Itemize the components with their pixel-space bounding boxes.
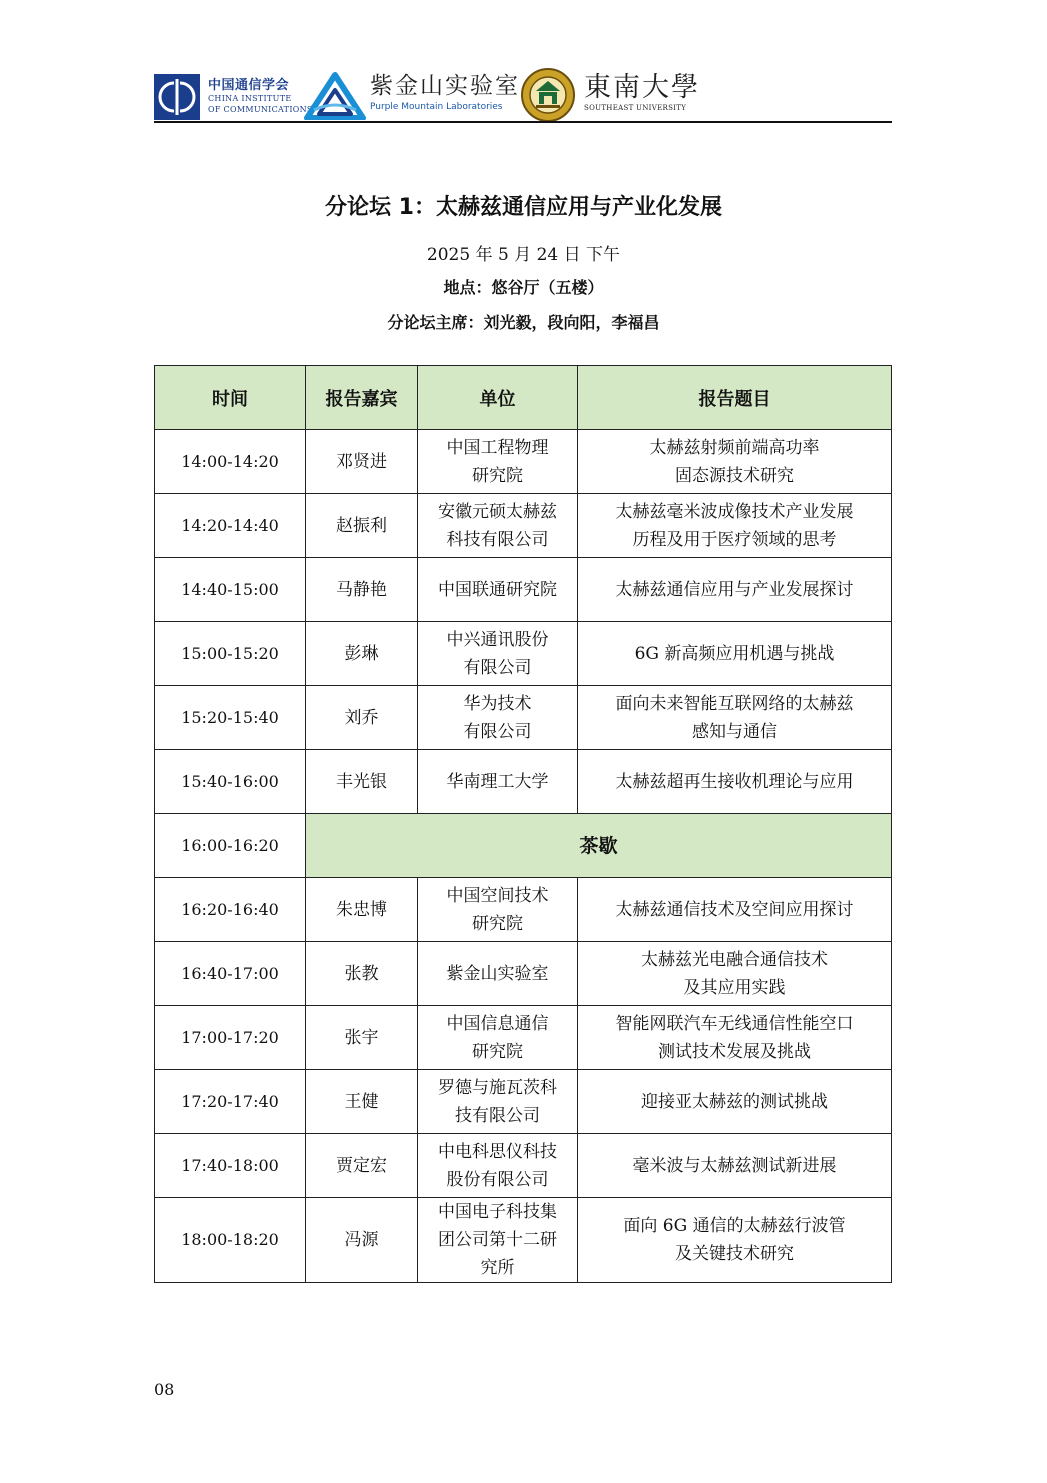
header-topic: 报告题目 xyxy=(578,366,892,430)
row-organization: 安徽元硕太赫兹 科技有限公司 xyxy=(418,494,578,558)
schedule-table xyxy=(154,365,892,1283)
cic-logo-icon xyxy=(154,74,200,120)
break-time: 16:00-16:20 xyxy=(155,814,306,878)
row-time: 17:40-18:00 xyxy=(155,1134,306,1198)
table-row xyxy=(155,750,892,814)
table-row xyxy=(155,558,892,622)
forum-title: 分论坛 1：太赫兹通信应用与产业化发展 xyxy=(325,195,722,220)
table-header-row xyxy=(155,366,892,430)
table-row xyxy=(155,1070,892,1134)
row-topic: 智能网联汽车无线通信性能空口 测试技术发展及挑战 xyxy=(578,1006,892,1070)
row-topic: 6G 新高频应用机遇与挑战 xyxy=(578,622,892,686)
seu-name-block xyxy=(584,72,700,112)
row-organization: 中国空间技术 研究院 xyxy=(418,878,578,942)
row-organization: 中国工程物理 研究院 xyxy=(418,430,578,494)
row-speaker: 丰光银 xyxy=(306,750,418,814)
pml-name-cn: 紫金山实验室 xyxy=(370,73,520,99)
row-speaker: 赵振利 xyxy=(306,494,418,558)
table-row xyxy=(155,686,892,750)
row-topic: 面向 6G 通信的太赫兹行波管 及关键技术研究 xyxy=(578,1198,892,1283)
forum-venue: 地点：悠谷厅（五楼） xyxy=(443,278,604,297)
pml-name-en: Purple Mountain Laboratories xyxy=(370,102,503,112)
row-time: 15:20-15:40 xyxy=(155,686,306,750)
row-speaker: 朱忠博 xyxy=(306,878,418,942)
row-organization: 紫金山实验室 xyxy=(418,942,578,1006)
row-topic: 太赫兹通信应用与产业发展探讨 xyxy=(578,558,892,622)
row-topic: 太赫兹射频前端高功率 固态源技术研究 xyxy=(578,430,892,494)
row-organization: 华为技术 有限公司 xyxy=(418,686,578,750)
forum-date: 2025 年 5 月 24 日 下午 xyxy=(426,245,621,265)
seu-name-en: SOUTHEAST UNIVERSITY xyxy=(584,104,687,112)
table-row xyxy=(155,494,892,558)
cic-name-cn: 中国通信学会 xyxy=(208,78,290,93)
row-speaker: 王健 xyxy=(306,1070,418,1134)
header-speaker: 报告嘉宾 xyxy=(306,366,418,430)
row-topic: 太赫兹光电融合通信技术 及其应用实践 xyxy=(578,942,892,1006)
row-topic: 太赫兹通信技术及空间应用探讨 xyxy=(578,878,892,942)
row-time: 16:40-17:00 xyxy=(155,942,306,1006)
pml-name-block xyxy=(370,72,520,112)
table-row xyxy=(155,878,892,942)
page-number: 08 xyxy=(154,1380,175,1399)
row-organization: 中电科思仪科技 股份有限公司 xyxy=(418,1134,578,1198)
cic-name-en-line1: CHINA INSTITUTE xyxy=(208,94,292,103)
row-speaker: 冯源 xyxy=(306,1198,418,1283)
table-row xyxy=(155,942,892,1006)
row-topic: 迎接亚太赫兹的测试挑战 xyxy=(578,1070,892,1134)
seu-name-cn: 東南大學 xyxy=(584,72,700,103)
row-organization: 中国电子科技集 团公司第十二研 究所 xyxy=(418,1198,578,1283)
row-organization: 中国信息通信 研究院 xyxy=(418,1006,578,1070)
row-organization: 中兴通讯股份 有限公司 xyxy=(418,622,578,686)
cic-name-en-line2: OF COMMUNICATIONS xyxy=(208,105,313,114)
table-row xyxy=(155,622,892,686)
row-speaker: 马静艳 xyxy=(306,558,418,622)
pml-triangle-logo-icon xyxy=(304,72,366,120)
row-organization: 罗德与施瓦茨科 技有限公司 xyxy=(418,1070,578,1134)
row-speaker: 邓贤进 xyxy=(306,430,418,494)
row-time: 17:00-17:20 xyxy=(155,1006,306,1070)
row-time: 15:40-16:00 xyxy=(155,750,306,814)
row-speaker: 张教 xyxy=(306,942,418,1006)
row-topic: 太赫兹毫米波成像技术产业发展 历程及用于医疗领域的思考 xyxy=(578,494,892,558)
row-time: 14:00-14:20 xyxy=(155,430,306,494)
row-topic: 毫米波与太赫兹测试新进展 xyxy=(578,1134,892,1198)
row-time: 16:20-16:40 xyxy=(155,878,306,942)
row-speaker: 贾定宏 xyxy=(306,1134,418,1198)
table-row xyxy=(155,1134,892,1198)
forum-chairs: 分论坛主席：刘光毅，段向阳，李福昌 xyxy=(387,313,660,332)
header-divider xyxy=(154,121,892,123)
row-time: 15:00-15:20 xyxy=(155,622,306,686)
row-organization: 中国联通研究院 xyxy=(418,558,578,622)
seu-seal-icon xyxy=(520,67,576,123)
table-row xyxy=(155,1198,892,1283)
table-row xyxy=(155,1006,892,1070)
row-speaker: 刘乔 xyxy=(306,686,418,750)
row-speaker: 张宇 xyxy=(306,1006,418,1070)
row-time: 17:20-17:40 xyxy=(155,1070,306,1134)
break-label: 茶歇 xyxy=(306,814,892,878)
header-organization: 单位 xyxy=(418,366,578,430)
page-header xyxy=(154,66,892,122)
table-row xyxy=(155,430,892,494)
row-organization: 华南理工大学 xyxy=(418,750,578,814)
row-speaker: 彭琳 xyxy=(306,622,418,686)
header-time: 时间 xyxy=(155,366,306,430)
row-time: 14:20-14:40 xyxy=(155,494,306,558)
row-topic: 面向未来智能互联网络的太赫兹 感知与通信 xyxy=(578,686,892,750)
row-time: 14:40-15:00 xyxy=(155,558,306,622)
tea-break-row xyxy=(155,814,892,878)
row-time: 18:00-18:20 xyxy=(155,1198,306,1283)
cic-name-block xyxy=(208,74,313,115)
row-topic: 太赫兹超再生接收机理论与应用 xyxy=(578,750,892,814)
